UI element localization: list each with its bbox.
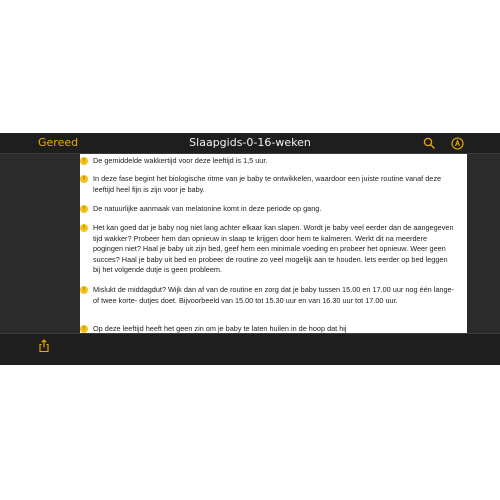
list-item <box>83 174 455 195</box>
list-item-text: Op deze leeftijd heeft het geen zin om je baby te laten huilen in de hoop dat hij <box>93 324 347 333</box>
document-title: Slaapgids-0-16-weken <box>189 136 311 149</box>
list-item-text: De gemiddelde wakkertijd voor deze leeftijd is 1,5 uur. <box>93 156 268 165</box>
done-button[interactable]: Gereed <box>38 136 79 149</box>
markup-pen-icon[interactable] <box>449 135 465 151</box>
list-item-text: De natuurlijke aanmaak van melatonine komt in deze periode op gang. <box>93 204 322 213</box>
list-item-text: Het kan goed dat je baby nog niet lang achter elkaar kan slapen. Wordt je baby veel eerder dan de aangegeven tijd wakker? Probeer hem dan opnieuw in slaap te krijgen door hem te kalmeren. Werkt dit na meerdere pogingen niet? Haal je baby uit zijn bed, geef hem een minimale voeding en probeer het opnieuw. Weer geen succes? Haal je baby uit bed en probeer de routine zo veel mogelijk aan te houden. lets eerder op bed leggen bij het volgende dutje is geen probleem. <box>93 223 454 274</box>
bullet-icon: ! <box>80 205 88 213</box>
document-page <box>80 154 467 333</box>
share-icon[interactable] <box>36 338 52 354</box>
list-item <box>83 156 455 167</box>
bullet-icon: ! <box>80 157 88 165</box>
pdf-viewer <box>0 133 500 365</box>
list-item <box>83 223 455 276</box>
bullet-icon: ! <box>80 325 88 333</box>
list-item <box>83 285 455 306</box>
bullet-icon: ! <box>80 286 88 294</box>
top-toolbar <box>0 133 500 154</box>
bullet-icon: ! <box>80 224 88 232</box>
list-item <box>83 324 455 333</box>
list-item-text: In deze fase begint het biologische ritme van je baby te ontwikkelen, waardoor een juiste routine vanaf deze leeftijd heel fijn is zijn voor je baby. <box>93 174 442 194</box>
list-item <box>83 204 455 215</box>
bullet-icon: ! <box>80 175 88 183</box>
list-item-text: Mislukt de middagdut? Wijk dan af van de routine en zorg dat je baby tussen 15.00 en 17.00 uur nog één lange- of twee korte- dutjes doet. Bijvoorbeeld van 15.00 tot 15.30 uur en van 16.30 uur tot 17.00 uur. <box>93 285 455 305</box>
bottom-toolbar <box>0 333 500 365</box>
search-icon[interactable] <box>421 135 437 151</box>
